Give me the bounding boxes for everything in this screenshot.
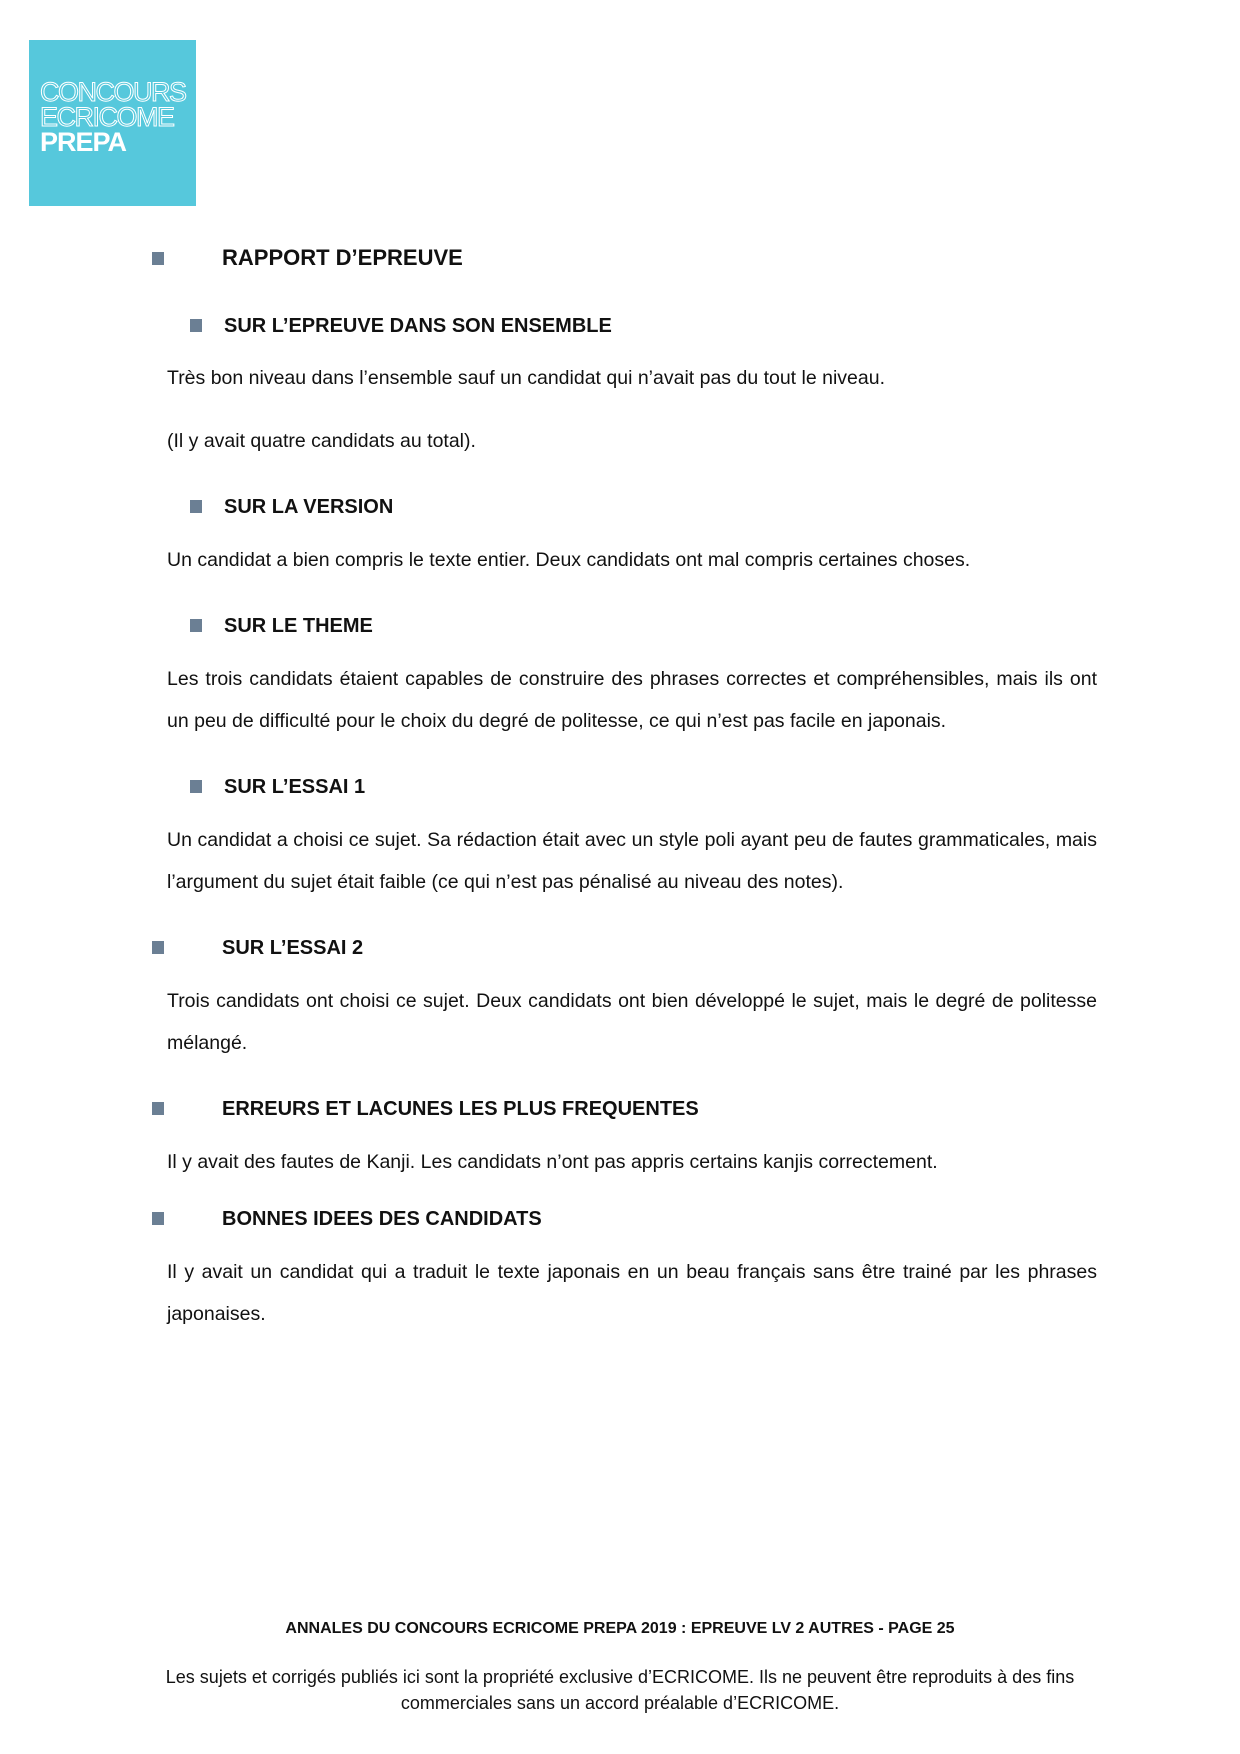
paragraph-ensemble-2: (Il y avait quatre candidats au total). <box>167 430 476 452</box>
logo-line-prepa: PREPA <box>40 127 127 157</box>
bullet-square-icon <box>190 619 202 632</box>
section-title-version: SUR LA VERSION <box>224 496 394 518</box>
logo-line-ecricome: ECRICOME <box>40 102 174 132</box>
section-title-essai-1: SUR L’ESSAI 1 <box>224 776 366 798</box>
section-title-theme: SUR LE THEME <box>224 615 373 637</box>
paragraph-bonnes-idees: Il y avait un candidat qui a traduit le texte japonais en un beau français sans être trainé par les phrases japonaises. <box>167 1261 1097 1325</box>
section-title-bonnes-idees: BONNES IDEES DES CANDIDATS <box>222 1208 542 1230</box>
section-title-ensemble: SUR L’EPREUVE DANS SON ENSEMBLE <box>224 315 612 337</box>
bullet-square-icon <box>190 500 202 513</box>
paragraph-theme: Les trois candidats étaient capables de construire des phrases correctes et compréhensibles, mais ils ont un peu de difficulté pour le choix du degré de politesse, ce qui n’est pas facile en japonais. <box>167 668 1097 732</box>
bullet-square-icon <box>190 780 202 793</box>
bullet-square-icon <box>152 941 164 954</box>
bullet-square-icon <box>152 252 164 265</box>
paragraph-ensemble-1: Très bon niveau dans l’ensemble sauf un candidat qui n’avait pas du tout le niveau. <box>167 367 885 389</box>
section-title-essai-2: SUR L’ESSAI 2 <box>222 937 364 959</box>
footer-title: ANNALES DU CONCOURS ECRICOME PREPA 2019 : EPREUVE LV 2 AUTRES - PAGE 25 <box>285 1620 955 1637</box>
paragraph-version: Un candidat a bien compris le texte entier. Deux candidats ont mal compris certaines choses. <box>167 549 971 571</box>
paragraph-essai-1: Un candidat a choisi ce sujet. Sa rédaction était avec un style poli ayant peu de fautes grammaticales, mais l’argument du sujet était faible (ce qui n’est pas pénalisé au niveau des notes). <box>167 829 1097 893</box>
main-title: RAPPORT D’EPREUVE <box>222 245 463 270</box>
paragraph-essai-2: Trois candidats ont choisi ce sujet. Deux candidats ont bien développé le sujet, mais le degré de politesse mélangé. <box>167 990 1097 1054</box>
logo-line-concours: CONCOURS <box>40 77 186 107</box>
paragraph-erreurs: Il y avait des fautes de Kanji. Les candidats n’ont pas appris certains kanjis correctement. <box>167 1151 938 1173</box>
concours-ecricome-prepa-logo <box>29 40 196 206</box>
bullet-square-icon <box>190 319 202 332</box>
bullet-square-icon <box>152 1212 164 1225</box>
footer-copyright-note: Les sujets et corrigés publiés ici sont la propriété exclusive d’ECRICOME. Ils ne peuvent être reproduits à des fins commerciales sans un accord préalable d’ECRICOME. <box>165 1667 1075 1713</box>
section-title-erreurs: ERREURS ET LACUNES LES PLUS FREQUENTES <box>222 1098 699 1120</box>
bullet-square-icon <box>152 1102 164 1115</box>
